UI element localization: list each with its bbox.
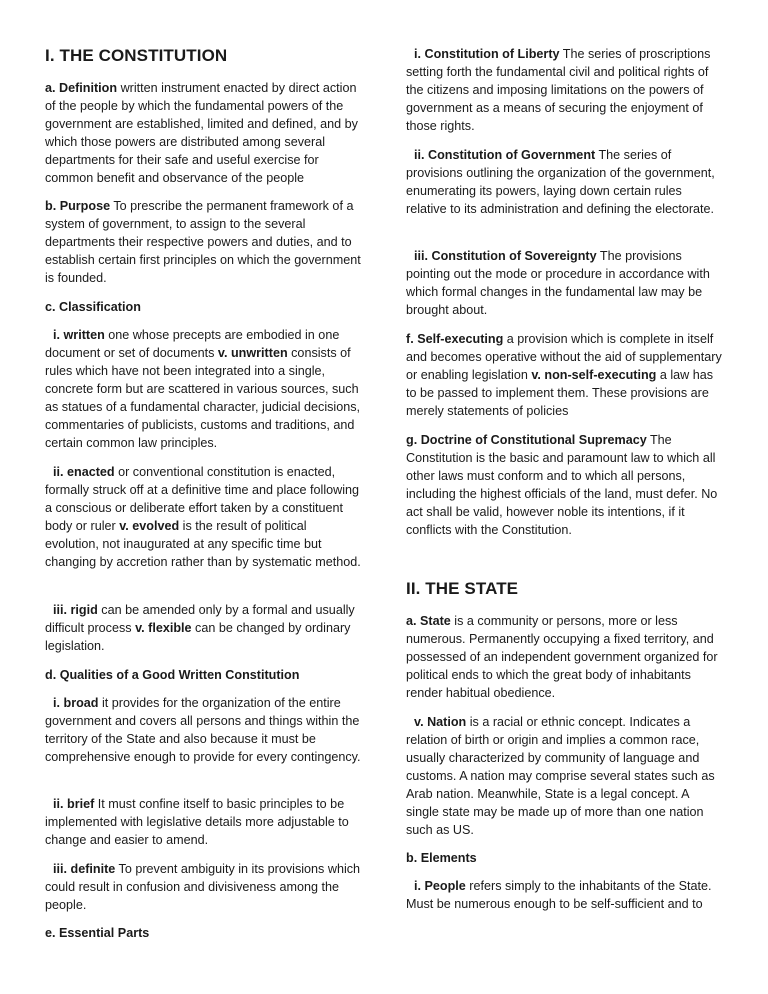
paragraph-broad: i. broad it provides for the organization of the entire government and covers all persons and things within the territory of the State and also because it must be comprehensive enough to provide for every contingency. [45,696,361,764]
paragraph-definition [45,79,363,187]
section-heading-constitution: I. THE CONSTITUTION [45,46,228,65]
term: v. non-self-executing [531,368,657,382]
term: v. unwritten [217,346,288,360]
paragraph-constitution-of-liberty: i. Constitution of Liberty The series of proscriptions setting forth the fundamental civil and political rights of the citizens and imposing limitations on the powers of government as a means of securing the enjoyment of those rights. [406,47,711,133]
subheading-qualities: d. Qualities of a Good Written Constitution [45,668,300,682]
term: v. flexible [135,621,192,635]
term: b. Purpose [45,199,111,213]
paragraph-people: i. People refers simply to the inhabitants of the State. Must be numerous enough to be self-sufficient and to [406,879,712,911]
paragraph-rigid: iii. rigid can be amended only by a formal and usually difficult process v. flexible can be changed by ordinary legislation. [45,603,355,653]
term: a. State [406,614,451,628]
term: iii. rigid [53,603,98,617]
term: v. Nation [414,715,467,729]
paragraph-enacted: ii. enacted or conventional constitution is enacted, formally struck off at a definitive time and place following a conscious or deliberate effort taken by a constituent body or ruler v. evolved is the result of political evolution, not inaugurated at any specific time but changing by accretion rather than by systematic method. [45,465,361,569]
subheading-classification: c. Classification [45,300,141,314]
paragraph-definite: iii. definite To prevent ambiguity in its provisions which could result in confusion and divisiveness among the people. [45,862,361,912]
term: ii. brief [53,797,95,811]
subheading-elements: b. Elements [406,851,477,865]
text: To prescribe the permanent framework of a system of government, to assign to the several departments their respective powers and duties, and to establish certain first principles on which the government is founded. [45,199,361,285]
term: f. Self-executing [406,332,504,346]
paragraph-constitution-of-sovereignty: iii. Constitution of Sovereignty The provisions pointing out the mode or procedure in accordance with which formal changes in the fundamental law may be brought about. [406,249,710,317]
term: i. Constitution of Liberty [414,47,560,61]
paragraph-brief: ii. brief It must confine itself to basic principles to be implemented with legislative details more adjustable to change and easier to amend. [45,797,349,847]
subheading-essential-parts: e. Essential Parts [45,926,150,940]
term: ii. Constitution of Government [414,148,596,162]
paragraph-constitutional-supremacy: g. Doctrine of Constitutional Supremacy The Constitution is the basic and paramount law to which all other laws must conform and to which all persons, including the highest officials of the land, must defer. No act shall be valid, however noble its intentions, if it conflicts with the Constitution. [406,433,718,537]
term: g. Doctrine of Constitutional Supremacy [406,433,647,447]
term: iii. Constitution of Sovereignty [414,249,597,263]
term: iii. definite [53,862,116,876]
term: i. People [414,879,466,893]
section-heading-state: II. THE STATE [406,579,519,598]
paragraph-self-executing: f. Self-executing a provision which is complete in itself and becomes operative without the aid of supplementary or enabling legislation v. non-self-executing a law has to be passed to implement them. These provisions are merely statements of policies [406,332,722,418]
term: i. written [53,328,105,342]
term: v. evolved [119,519,180,533]
paragraph-purpose [45,197,363,287]
paragraph-state: a. State is a community or persons, more or less numerous. Permanently occupying a fixed territory, and possessed of an independent government organized for political ends to which the great body of inhabitants render habitual obedience. [406,614,718,700]
text: written instrument enacted by direct action of the people by which the fundamental powers of the government are established, limited and defined, and by which those powers are distributed among several departments for their safe and useful exercise for common benefit and observance of the people [45,81,358,185]
paragraph-written: i. written one whose precepts are embodied in one document or set of documents v. unwritten consists of rules which have not been integrated into a single, concrete form but are scattered in various sources, such as statues of a fundamental character, judicial decisions, commentaries of publicists, customs and traditions, and certain common law principles. [45,328,361,450]
term: ii. enacted [53,465,115,479]
term: a. Definition [45,81,118,95]
term: i. broad [53,696,99,710]
paragraph-constitution-of-government: ii. Constitution of Government The series of provisions outlining the organization of the government, enumerating its powers, laying down certain rules relative to its administration and defining the electorate. [406,148,715,216]
paragraph-nation: v. Nation is a racial or ethnic concept. Indicates a relation of birth or origin and implies a common race, usually characterized by community of language and customs. A nation may comprise several states such as Arab nation. Meanwhile, State is a legal concept. A single state may be made up of more than one nation such as US. [406,715,715,837]
